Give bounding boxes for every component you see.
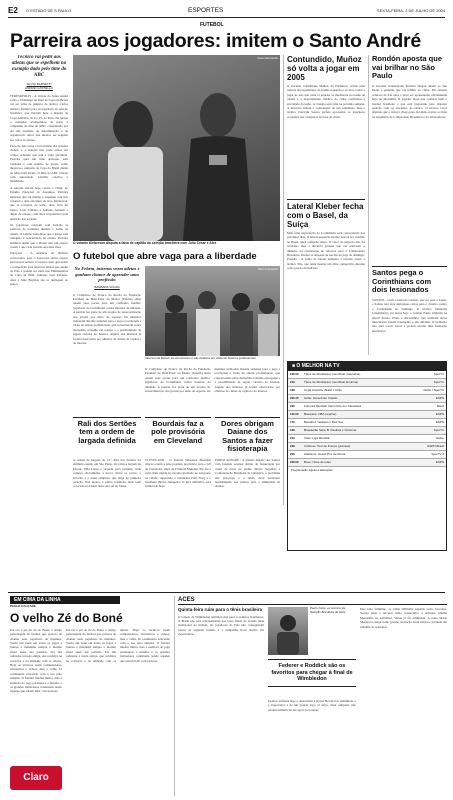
lead-body-1: TERESÓPOLIS - A vitória do Santo André sobre o Flamengo na final da Copa do Brasil vai ser tema de palestra do técnico Carlos Alberto Parreira para os jogadores da seleção brasileira, que iniciam hoje a disputa da Copa América, às 6 e 25, no Peru. Na quarta o treinador acompanhou de perto a campanha do time do ABC, considerada por ele um exemplo de determinação e de organização tática que merece ser seguido por todos os atletas. xyxy=(10,93,68,142)
dores-headline: Dores obrigam Daiane dos Santos a fazer fisioterapia xyxy=(221,419,274,454)
aces-col-2 xyxy=(268,607,356,796)
aces-photo-illustration xyxy=(268,607,308,655)
tv-row-channel: SporTV xyxy=(433,428,444,432)
liberdade-continuation xyxy=(145,367,280,414)
lead-photo-credit: Tasso Marcelo/AE xyxy=(257,57,278,60)
bourdais-column xyxy=(145,458,211,588)
aces-body-1: O torneio de Wimbledon terminou mal para os tenistas brasileiros. O Brasil não terá representantes nas fases finais do torneio mais tradicional do mundo. Os jogadores do País não conseguiram passar da segunda rodada, e a campanha ficou abaixo das expectativas. xyxy=(178,614,264,637)
rali-body: A ordem de largada do 12.º Rali dos Sertões foi definida ontem, em São Paulo. Os pilotos largam do Parque Villa-Lobos e seguem para Goiânia, onde começa oficialmente a prova. Entre os carros, o favorito é o atual campeão, que larga na primeira posição. Nas motos, o piloto brasileiro mais bem colocado no Dakar deste ano sai na frente. xyxy=(73,458,141,489)
tv-row-time: 16h xyxy=(290,428,296,432)
tv-listing-row xyxy=(288,419,446,427)
tv-listing-row xyxy=(288,427,446,435)
lead-body-5: Europeus - A ausência de titulares convocados para a Eurocopa abriu espaço para novos nomes. O técnico quer aproveitar a competição para observar atletas que atuam no País e podem ser úteis nas Eliminatórias da Copa de 2006. Adriano, Luís Fabiano, Alex e Júlio Baptista são os destaques do grupo. xyxy=(10,251,68,287)
tv-row-time: 23h xyxy=(290,444,296,448)
tv-row-time: 23h30 xyxy=(290,460,299,464)
tv-row-time: 20h45 xyxy=(290,396,299,400)
tv-row-channel: ESPN Brasil xyxy=(427,444,444,448)
lead-byline-1: SILVIO BARSETTI xyxy=(26,82,52,86)
lead-photo xyxy=(73,55,280,241)
tv-row-time: 21h xyxy=(290,380,296,384)
lead-text-column xyxy=(10,55,68,588)
aces-headline-1: Quinta-feira ruim para o tênis brasileiro xyxy=(178,607,263,612)
liberdade-body-start: O Complexo de Franco da Rocha da Fundação Estadual do Bem-Estar do Menor (Febem) abriu ontem suas portas para um confronto inédito: jogadores do Corinthians contra internos da unidade. A partida fez parte de um projeto de ressocialização dos jovens por meio do esporte. Os meninos treinaram durante semanas para o jogo e receberam a visita de atletas profissionais, que conversaram sobre disciplina, trabalho em equipe e a possibilidade de seguir carreira no futebol. Alguns dos internos já foram observados por olheiros de clubes da capital e do interior. xyxy=(73,292,141,346)
divider-bottom-section xyxy=(8,592,445,593)
tv-row-channel: Globo xyxy=(435,436,444,440)
contundido-body: O atacante colombiano Muñoz, do Palmeiras, sofreu uma ruptura nos ligamentos do joelho esquerdo e só deve voltar a jogar no ano que vem. O jogador se machucou no treino de ontem e o departamento médico do clube confirmou a gravidade da lesão. A cirurgia será feita na próxima semana. A diretoria estuda a contratação de um substituto, mas o técnico Estevam Soares prefere aproveitar os jogadores revelados nas categorias de base do clube. xyxy=(287,84,365,119)
tv-listing-title xyxy=(288,362,446,371)
divider-rali xyxy=(73,417,141,418)
claro-ad[interactable] xyxy=(10,766,62,790)
column-author: PAULO CALÇADE xyxy=(10,604,36,608)
liberdade-photo-illustration xyxy=(145,266,280,356)
dores-column xyxy=(215,458,280,588)
divider-kleber xyxy=(287,199,365,200)
tv-row-time: 14h30 xyxy=(290,412,299,416)
tv-row-event: Fórmula Mundial: treino livre em Cleveland xyxy=(304,404,362,408)
liberdade-headline: O futebol que abre vaga para a liberdade xyxy=(73,251,257,262)
tv-row-time: 19h30 xyxy=(290,372,299,376)
tv-row-event: Basquete: NBA (reprise) xyxy=(304,412,337,416)
bourdais-body: CLEVELAND - O francês Sébastien Bourdais obteve ontem a pole position provisória para o GP de Cleveland, etapa da Fórmula Mundial. Ele fez a volta mais rápida no circuito montado no aeroporto da cidade, superando o canadense Paul Tracy e o brasileiro Bruno Junqueira. O grid definitivo será conhecido hoje. xyxy=(145,458,211,489)
tv-listing-row xyxy=(288,379,446,387)
column-label: EM CIMA DA LINHA xyxy=(10,596,120,604)
lead-photo-caption: O volante Kléberson disputa a faixa de capitão da seleção brasileira com Júlio César e Alex xyxy=(73,241,217,245)
lead-body-4: Os jogadores ouviram com atenção as palavras do treinador durante o treino de ontem. O capitão Juan disse que o grupo está tranquilo e concentrado na estreia. Parreira lembrou ainda que o Brasil tem um elenco jovem e que cada partida será uma final. xyxy=(10,222,68,249)
liberdade-photo-caption: Internos da Febem se emocionam e são tietados em visita de boleiros profissionais xyxy=(145,356,256,360)
aces-col-1 xyxy=(178,607,264,796)
claro-ad-label: Claro xyxy=(23,772,49,784)
tv-row-event: Tênis de Wimbledon (semifinal feminina) xyxy=(304,380,359,384)
lead-headline: Parreira aos jogadores: imitem o Santo André xyxy=(10,30,421,52)
divider-bourdais xyxy=(145,417,211,418)
tv-listing-box xyxy=(287,361,447,551)
liberdade-byline: BARBARA SOUZA xyxy=(94,284,120,289)
divider-santos xyxy=(372,266,447,267)
tv-icon: ■ xyxy=(292,363,297,369)
tv-listing-row xyxy=(288,411,446,419)
masthead xyxy=(8,6,445,18)
tv-listing-rows xyxy=(288,371,446,467)
rondon-column xyxy=(372,84,447,264)
contundido-column xyxy=(287,84,365,196)
tv-row-time: 21h xyxy=(290,436,296,440)
tv-listing-row xyxy=(288,459,446,467)
tv-listing-row xyxy=(288,403,446,411)
page-number: E2 xyxy=(8,6,18,15)
liberdade-photo-credit: Nilton Fukuda/AE xyxy=(257,268,278,271)
bourdais-headline: Bourdais faz a pole provisória em Cleveland xyxy=(151,419,205,445)
column-body-wrap xyxy=(10,628,170,796)
aces-pullquote-text: Federer e Roddick são os favoritos para chegar à final de Wimbledon xyxy=(271,663,353,682)
tv-listing-footer: Programação sujeita a alterações xyxy=(291,468,333,472)
tv-row-event: Copa América: Brasil x Chile xyxy=(304,388,343,392)
tv-row-channel: Globo / SporTV xyxy=(423,388,444,392)
tv-listing-row xyxy=(288,435,446,443)
tv-row-event: Golfe: Greenbrier Classic xyxy=(304,396,338,400)
tv-row-channel: SporTV xyxy=(433,372,444,376)
edition-date: SEXTA-FEIRA, 2 DE JULHO DE 2004 xyxy=(377,8,445,13)
tv-listing-row xyxy=(288,387,446,395)
lead-photo-illustration xyxy=(73,55,280,241)
tv-row-event: Tênis de Wimbledon (semifinal masculina) xyxy=(304,372,361,376)
tv-row-time: 18h xyxy=(290,388,296,392)
aces-col-3 xyxy=(360,607,447,796)
section-name: ESPORTES xyxy=(188,7,224,14)
tv-row-event: Atletismo: Grand Prix de Roma xyxy=(304,452,346,456)
liberdade-photo xyxy=(145,266,280,356)
aces-title: ACES xyxy=(178,596,447,605)
rali-column xyxy=(73,458,141,588)
tv-row-event: Vôlei: Liga Mundial xyxy=(304,436,330,440)
aces-body-3: Pelo lado feminino, as irmãs Williams seguem como favoritas. Serena tenta o terceiro título consecutivo e enfrenta Amélie Mauresmo na semifinal. Venus já foi eliminada. A russa Maria Sharapova surge como grande revelação desta edição e promete dar trabalho às veteranas. xyxy=(360,607,447,629)
tv-listing-row xyxy=(288,395,446,403)
column-left-col xyxy=(10,628,62,796)
santos-column xyxy=(372,298,447,358)
vertical-rule-bottom xyxy=(174,596,175,796)
tv-row-channel: ESPN xyxy=(435,412,444,416)
aces-pullquote xyxy=(268,659,356,687)
rondon-body: O atacante venezuelano Rondón chegou ontem ao São Paulo e garantiu que vai brilhar no clube. Ele assinou contrato de três anos e deve ser apresentado oficialmente hoje no Morumbi. O jogador disse que conhece bem o futebol brasileiro e que está preparado para disputar posição com os atacantes do elenco. O técnico Cuca afirmou que o reforço chega para dar mais opções ao time na sequência do Campeonato Brasileiro e da Libertadores. xyxy=(372,84,447,119)
column-headline: O velho Zé do Boné xyxy=(10,610,123,625)
aces-section xyxy=(178,596,447,796)
column-body-right: Ele era o pai do Zé do Boné, o antigo personagem do futebol que gostava de chamar seus jogadores de meninos. Vestia um boné em todos os jogos e treinos e mantinha sempre o mesmo ritual antes das partidas. Era um treinador à moda antiga, que confiava na conversa e na amizade com os atletas. Hoje os técnicos usam computadores, estatísticas e vídeos, mas o velho Zé continuaria vencendo com o seu jeito simples. O futebol mudou muito, mas a essência do jogo permanece a mesma, e os grandes treinadores continuam sendo aqueles que sabem lidar com pessoas. xyxy=(66,627,170,663)
lead-deck: Técnico vai pedir aos atletas que se espelhem no exemplo dado pelo time do ABC xyxy=(11,55,67,78)
tv-listing-row xyxy=(288,443,446,451)
liberdade-column xyxy=(73,266,141,414)
tv-row-channel: ESPN xyxy=(435,420,444,424)
aces-photo xyxy=(268,607,308,655)
tv-row-channel: Band xyxy=(436,404,444,408)
tv-row-time: 17h xyxy=(290,420,296,424)
kleber-headline: Lateral Kleber fecha com o Basel, da Suíça xyxy=(287,202,364,229)
lead-body-2: Para ele, não conta o favoritismo dos grandes clubes, e a seleção não pode entrar em campo achando que tem a vaga garantida. Parreira quer um time aplicado, sem vaidades e com espírito de grupo, como mostrou o campeão da Copa do Brasil diante do Maracanã lotado. O time do ABC venceu com autoridade, trabalho coletivo e humildade. xyxy=(10,144,68,184)
aces-photo-caption: Paulo Cleto, ex-técnico da Seleção Brasileira de tênis xyxy=(310,607,346,614)
rondon-headline: Rondón aposta que vai brilhar no São Paulo xyxy=(372,54,442,80)
tv-row-channel: ESPN xyxy=(435,396,444,400)
liberdade-deck: No Febem, internos veem atletas e ganham chance de aprender uma profissão xyxy=(74,266,140,283)
tv-listing-row xyxy=(288,451,446,459)
column-body-left: Ele era o pai do Zé do Boné, o antigo personagem do futebol que gostava de chamar seus jogadores de meninos. Vestia um boné em todos os jogos e treinos e mantinha sempre o mesmo ritual antes das partidas. Era um treinador à moda antiga, que confiava na conversa e na amizade com os atletas. Hoje os técnicos usam computadores, estatísticas e vídeos, mas o velho Zé continuaria vencendo com o seu jeito simples. O futebol mudou muito, mas a essência do jogo permanece a mesma, e os grandes treinadores continuam sendo aqueles que sabem lidar com pessoas. xyxy=(10,627,62,694)
subsection-label: FUTEBOL xyxy=(200,22,224,28)
lead-body-3: A seleção estreia hoje contra o Chile, no Estádio Nacional de Arequipa. Parreira adiantou que vai manter o esquema com três volantes e dois atacantes de área. Kléberson, que se recupera de lesão, deve ficar no banco. Luís Fabiano e Adriano formam a dupla de ataque, com Alex responsável pela armação das jogadas. xyxy=(10,185,68,221)
rali-headline: Rali dos Sertões tem a ordem de largada definida xyxy=(77,419,137,445)
tv-row-event: Brasileirão Série B: Paulista x Criciúma xyxy=(304,428,357,432)
kleber-body: Mais uma negociação do Corinthians será concretizada nos próximos dias. O lateral-esquerdo Kleber deverá ser vendido ao Basel, atual campeão suíço. O valor do negócio não foi revelado, mas a diretoria garante que vai reinvestir o dinheiro na contratação de reforços para o Campeonato Brasileiro. Kleber se despede da torcida no jogo de domingo. Pressão - A saída do lateral aumenta a pressão sobre o técnico Tite, que tenta montar um time competitivo mesmo com a perda de titulares. xyxy=(287,231,365,271)
kleber-column xyxy=(287,231,365,353)
vertical-rule-right xyxy=(283,55,284,505)
santos-body: SANTOS - Com a saída de Claiton, que foi para o Japão, o Santos terá dois desfalques certos para o clássico contra o Corinthians no domingo. O técnico Vanderlei Luxemburgo vai testar hoje o volante Paulo Almeida na lateral direita. Elano e Ricardinho, que sentiram dores musculares, fazem tratamento e são dúvidas. O treinador não quer correr riscos e poderá escalar uma formação alternativa. xyxy=(372,298,447,333)
tv-row-time: 20h xyxy=(290,452,296,456)
tv-row-channel: SporTV xyxy=(433,380,444,384)
tv-row-event: Boxe: Noite de lutas xyxy=(304,460,331,464)
liberdade-body-rest: O Complexo de Franco da Rocha da Fundação Estadual do Bem-Estar do Menor (Febem) abriu ontem suas portas para um confronto inédito: jogadores do Corinthians contra internos da unidade. A partida fez parte de um projeto de ressocialização dos jovens por meio do esporte. Os meninos treinaram durante semanas para o jogo e receberam a visita de atletas profissionais, que conversaram sobre disciplina, trabalho em equipe e a possibilidade de seguir carreira no futebol. Alguns dos internos já foram observados por olheiros de clubes da capital e do interior. xyxy=(145,367,280,394)
aces-body-2: Federer enfrenta hoje o australiano Lleyton Hewitt nas semifinais, e a expectativa é de um grande jogo. O suíço, atual campeão, não perdeu nenhum set até agora no torneio. xyxy=(268,699,356,712)
santos-headline: Santos pega o Corinthians com dois lesionados xyxy=(372,268,432,294)
vertical-rule-far-right xyxy=(368,55,369,355)
lead-byline-2: ANDREI CASTELLO xyxy=(25,85,53,90)
tv-row-event: Beisebol: Yankees x Red Sox xyxy=(304,420,344,424)
tv-row-event: Ciclismo: Tour de France (preview) xyxy=(304,444,351,448)
column-box xyxy=(10,596,170,796)
contundido-headline: Contundido, Muñoz só volta a jogar em 2005 xyxy=(287,55,362,82)
divider-dores xyxy=(215,417,280,418)
tv-row-time: 22h xyxy=(290,404,296,408)
column-right-cols xyxy=(66,628,170,796)
dores-body: PORTO ALEGRE - A ginasta Daiane dos Santos vem fazendo sessões diárias de fisioterapia por causa de dores no joelho direito. Segundo a Confederação Brasileira de Ginástica, o problema não preocupa e a atleta deve participar normalmente dos treinos para a Olimpíada de Atenas. xyxy=(215,458,280,489)
tv-row-channel: SporTV 2 xyxy=(431,452,444,456)
aces-body-2-wrap xyxy=(268,699,356,796)
tv-row-channel: ESPN xyxy=(435,460,444,464)
tv-listing-title-text: O MELHOR NA TV xyxy=(296,363,340,369)
newspaper-name: O ESTADO DE S.PAULO xyxy=(26,8,72,13)
tv-listing-row xyxy=(288,371,446,379)
